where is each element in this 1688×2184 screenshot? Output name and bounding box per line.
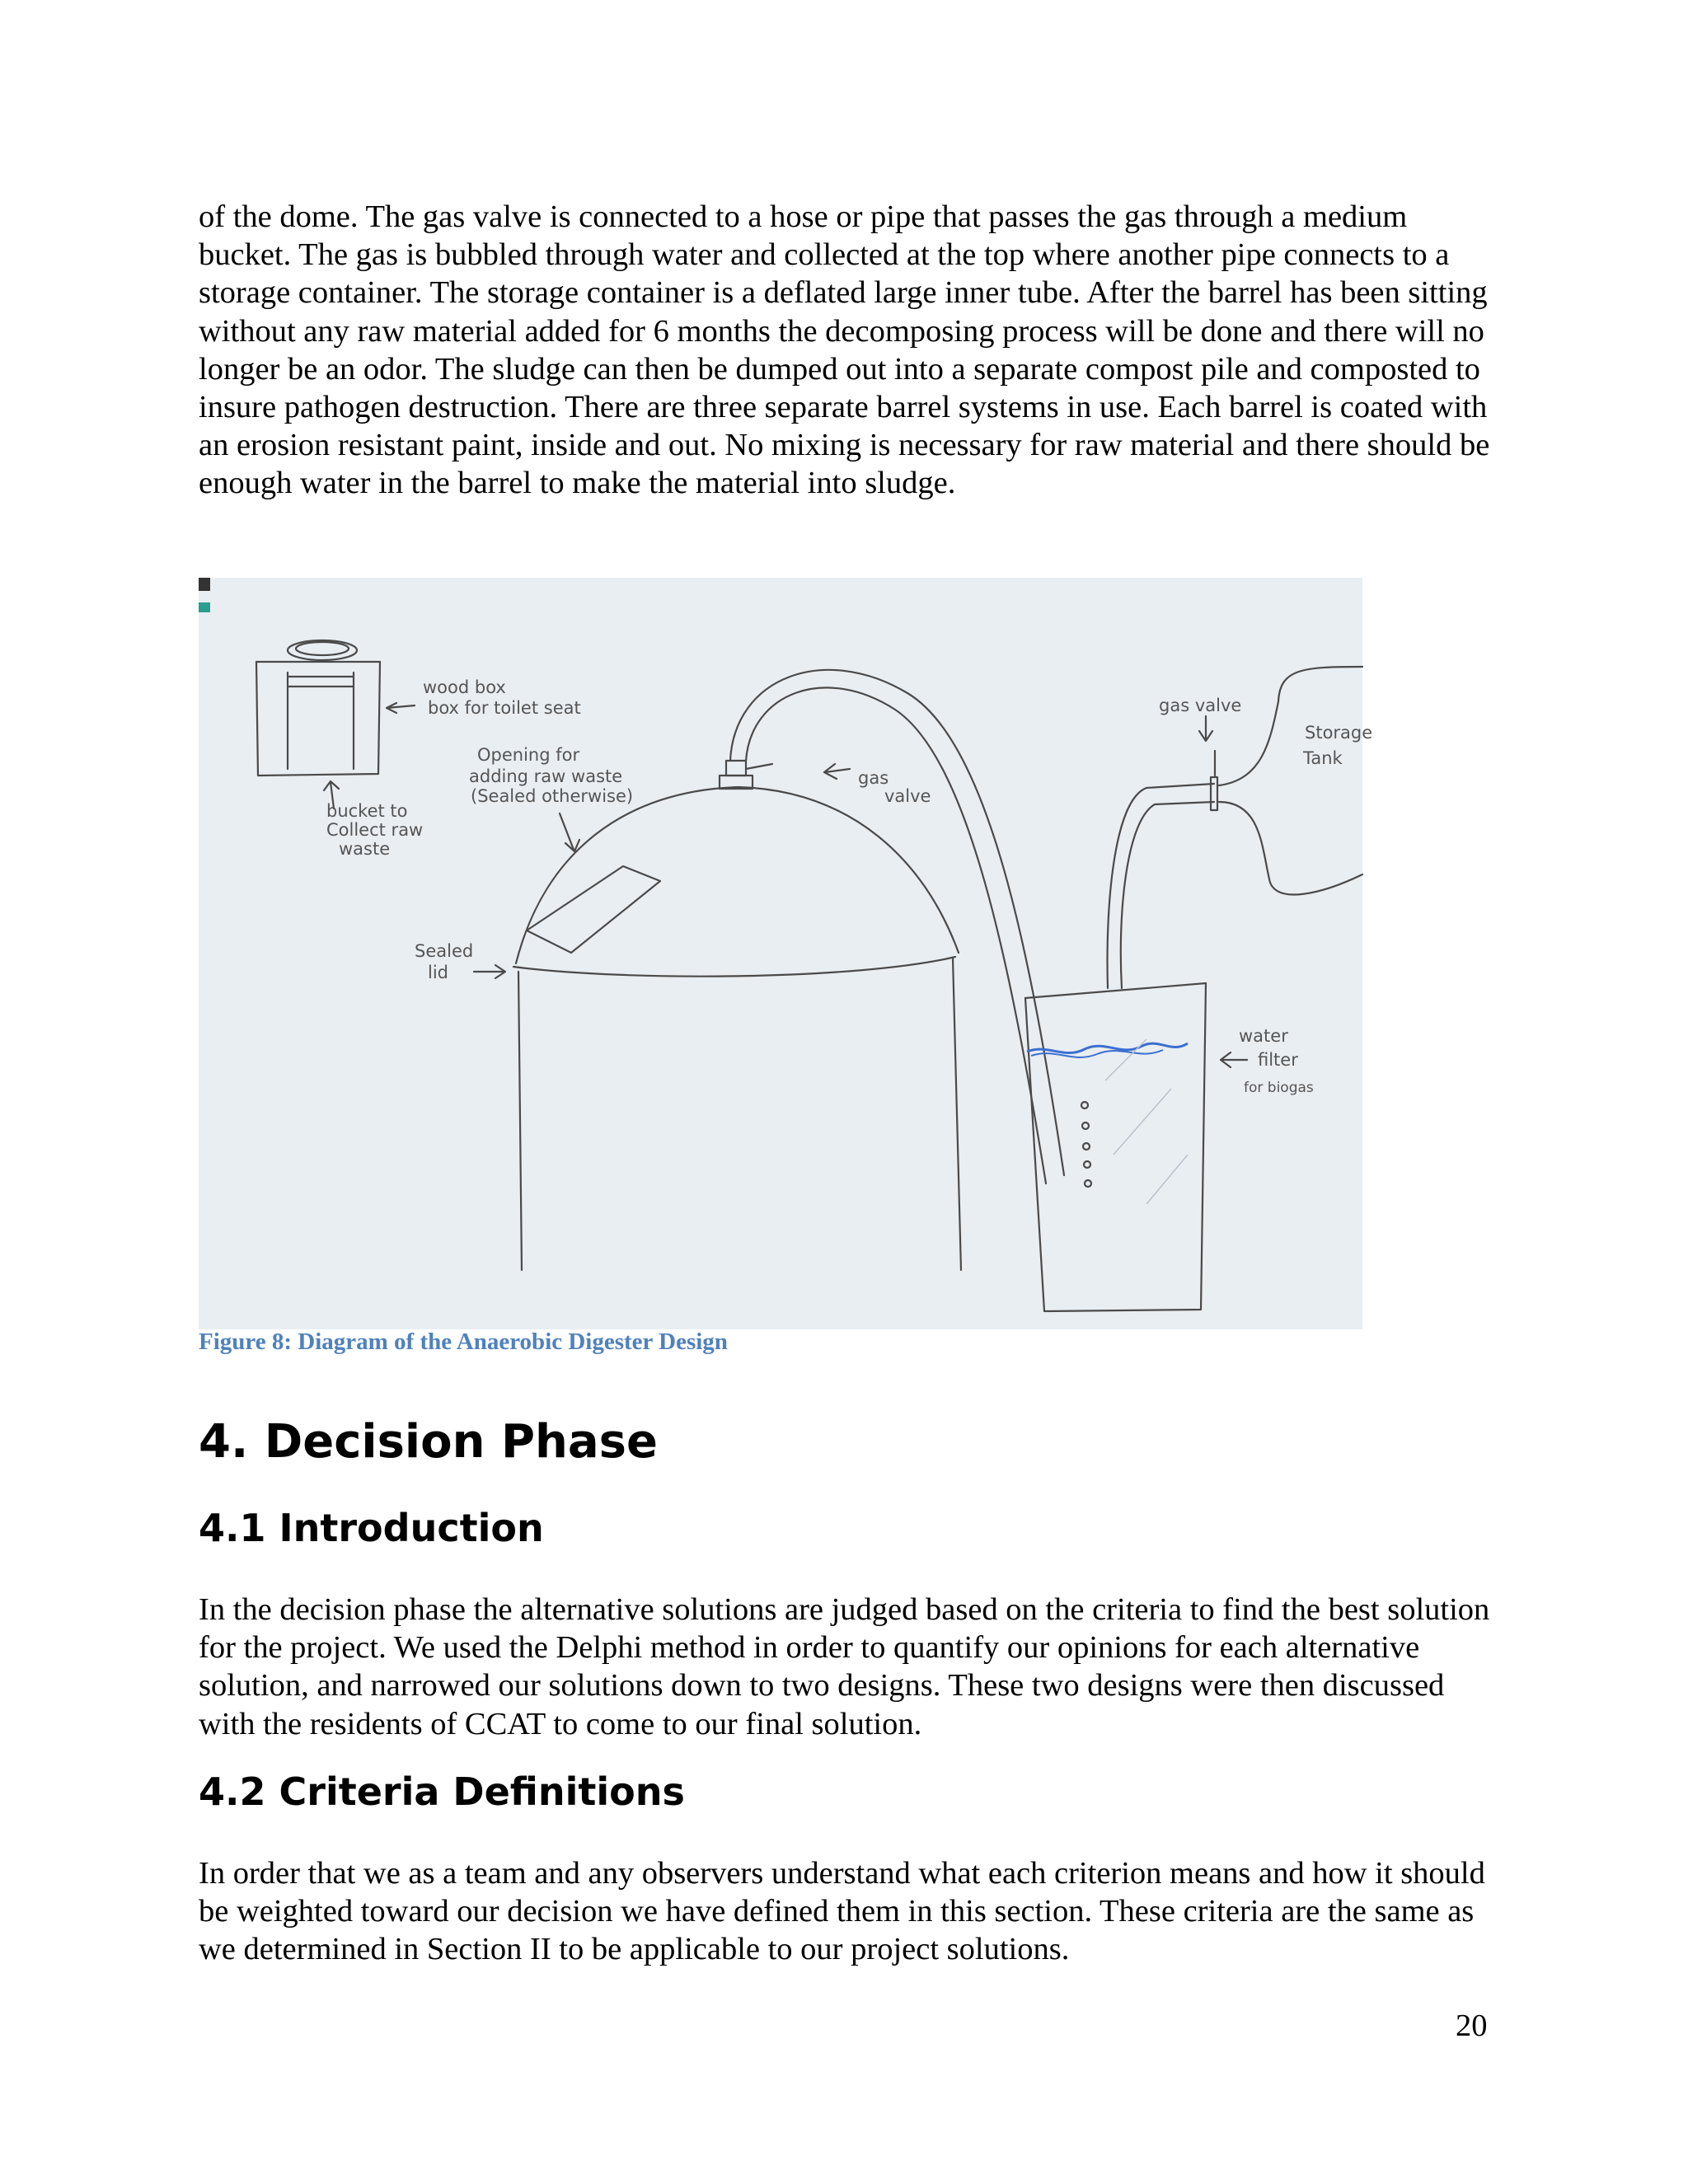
label-valve: valve xyxy=(884,786,931,806)
scan-mark xyxy=(199,578,210,591)
introduction-paragraph: In the decision phase the alternative solutions are judged based on the criteria to find the best solution for the project. We used the Delphi method in order to quantify our opinions for each alternative solution, and narrowed our solutions down to two designs. These two designs were then discussed with the residents of CCAT to come to our final solution. xyxy=(199,1592,1490,1741)
label-gas: gas xyxy=(858,768,889,788)
digester-sketch xyxy=(199,578,1373,1329)
subsection-heading-criteria: 4.2 Criteria Definitions xyxy=(199,1769,685,1814)
page-number: 20 xyxy=(1456,2008,1488,2043)
label-waste: waste xyxy=(339,839,391,859)
label-opening-3: (Sealed otherwise) xyxy=(471,786,634,806)
label-wood-box: wood box xyxy=(423,677,506,697)
section-heading: 4. Decision Phase xyxy=(199,1415,658,1469)
label-toilet-seat: box for toilet seat xyxy=(428,698,581,718)
label-storage: Storage xyxy=(1305,723,1373,743)
label-biogas: for biogas xyxy=(1244,1080,1314,1096)
scan-mark-tab xyxy=(199,602,210,612)
label-bucket: bucket to xyxy=(326,801,408,821)
label-tank: Tank xyxy=(1303,748,1343,768)
body-paragraph: of the dome. The gas valve is connected to a hose or pipe that passes the gas through a medium bucket. The gas is bubbled through water and collected at the top where another pipe connects to a storage container. The storage container is a deflated large inner tube. After the barrel has been sitting without any raw material added for 6 months the decomposing process will be done and there will no longer be an odor. The sludge can then be dumped out into a separate compost pile and composted to insure pathogen destruction. There are three separate barrel systems in use. Each barrel is coated with an erosion resistant paint, inside and out. No mixing is necessary for raw material and there should be enough water in the barrel to make the material into sludge. xyxy=(199,199,1490,501)
subsection-heading-introduction: 4.1 Introduction xyxy=(199,1506,544,1550)
figure-caption: Figure 8: Diagram of the Anaerobic Digester Design xyxy=(199,1329,728,1355)
label-opening-2: adding raw waste xyxy=(469,766,623,786)
digester-diagram-figure xyxy=(199,578,1373,1329)
label-lid: lid xyxy=(428,963,448,982)
criteria-paragraph: In order that we as a team and any observers understand what each criterion means and how it should be weighted toward our decision we have defined them in this section. These criteria are the same as we determined in Section II to be applicable to our project solutions. xyxy=(199,1856,1485,1967)
label-water: water xyxy=(1239,1026,1288,1046)
label-gas-valve-top: gas valve xyxy=(1159,696,1242,715)
label-filter: filter xyxy=(1258,1050,1298,1070)
label-sealed: Sealed xyxy=(415,941,474,961)
sketch-background xyxy=(199,578,1362,1329)
label-opening-1: Opening for xyxy=(477,745,580,765)
label-collect: Collect raw xyxy=(326,820,424,840)
